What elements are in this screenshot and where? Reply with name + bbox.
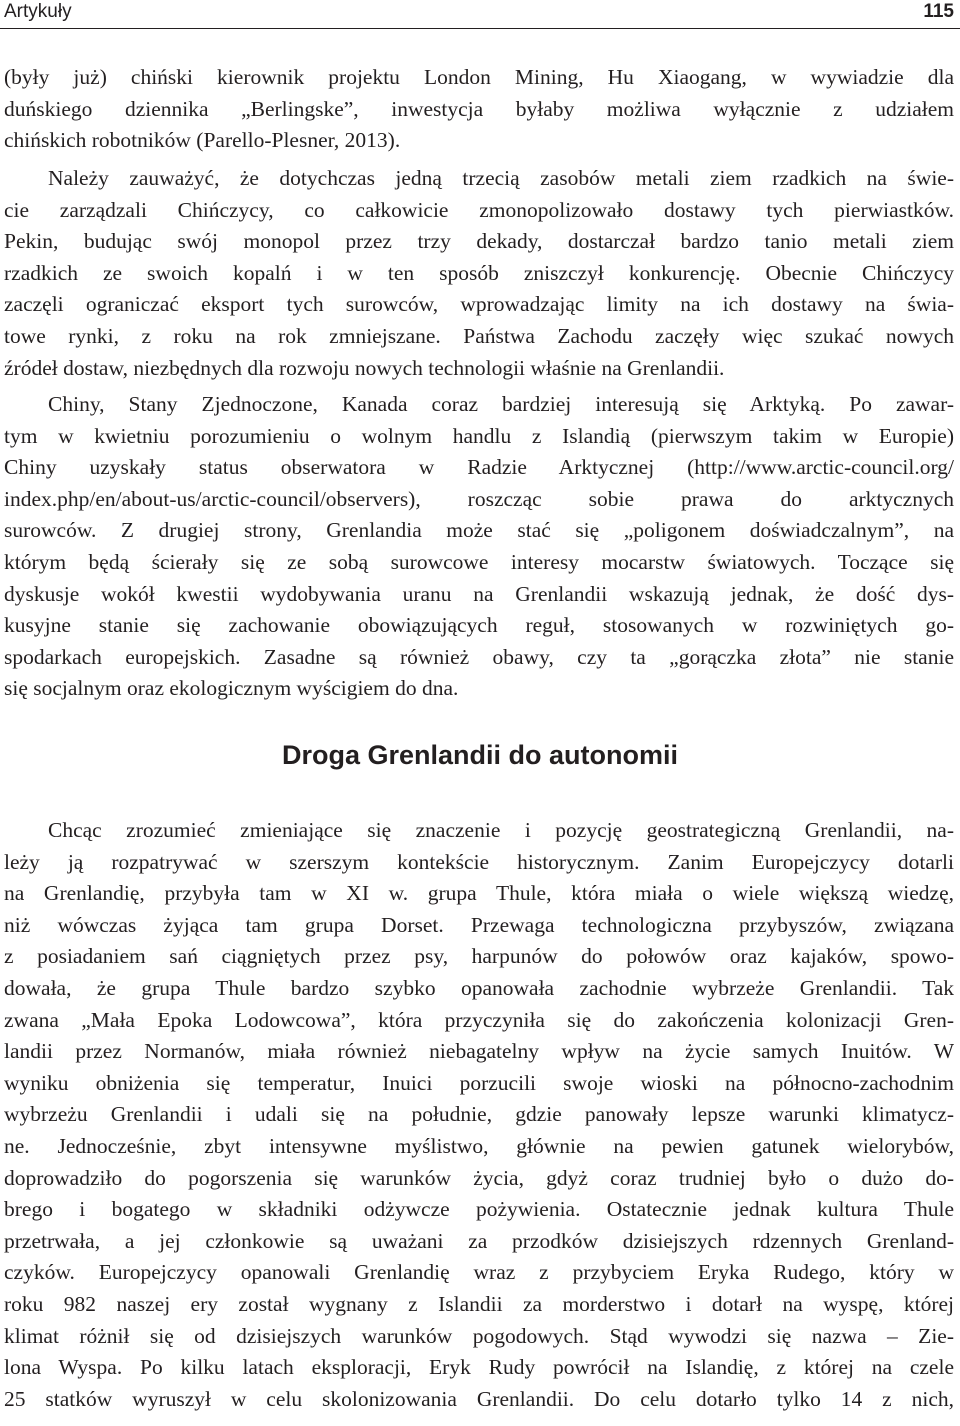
text-line: dowała, że grupa Thule bardzo szybko opanowała zachodnie wybrzeże Grenlandii. Tak: [4, 975, 954, 1000]
text-line: surowców. Z drugiej strony, Grenlandia może stać się „poligonem doświadczalnym”, na: [4, 518, 954, 543]
text-line: index.php/en/about-us/arctic-council/observers), roszcząc sobie prawa do arktycznych: [4, 486, 954, 511]
text-line: duńskiego dziennika „Berlingske”, inwestycja byłaby możliwa wyłącznie z udziałem: [4, 96, 954, 121]
text-line: klimat różnił się od dzisiejszych warunków pogodowych. Stąd wywodzi się nazwa – Zie-: [4, 1323, 954, 1348]
text-line: spodarkach europejskich. Zasadne są również obawy, czy ta „gorączka złota” nie stanie: [4, 644, 954, 669]
text-line: towe rynki, z roku na rok zmniejszane. Państwa Zachodu zaczęły więc szukać nowych: [4, 323, 954, 348]
section-title: Artykuły: [4, 1, 72, 22]
text-line: lona Wyspa. Po kilku latach eksploracji, Eryk Rudy powrócił na Islandię, z której na czele: [4, 1355, 954, 1380]
text-line: na Grenlandię, przybyła tam w XI w. grupa Thule, która miała o wiele większą wiedzę,: [4, 881, 954, 906]
paragraph-arctic-interests: [4, 389, 954, 705]
text-line: wybrzeżu Grenlandii i udali się na południe, gdzie panowały lepsze warunki klimatycz-: [4, 1102, 954, 1127]
text-line: którym będą ścierały się ze sobą surowcowe interesy mocarstw światowych. Toczące się: [4, 549, 954, 574]
text-line: wyniku obniżenia się temperatur, Inuici porzucili swoje wioski na północno-zachodnim: [4, 1070, 954, 1095]
text-line: z posiadaniem sań ciągniętych przez psy, harpunów do połowów oraz kajaków, spowo-: [4, 944, 954, 969]
text-line: Chiny, Stany Zjednoczone, Kanada coraz bardziej interesują się Arktyką. Po zawar-: [48, 392, 954, 416]
text-line: Pekin, budując swój monopol przez trzy dekady, dostarczał bardzo tanio metali ziem: [4, 229, 954, 254]
text-line: brego i bogatego w składniki odżywcze pożywienia. Ostatecznie jednak kultura Thule: [4, 1197, 954, 1222]
text-line: czyków. Europejczycy opanowali Grenlandię wraz z przybyciem Eryka Rudego, który w: [4, 1260, 954, 1285]
text-line: chińskich robotników (Parello-Plesner, 2013).: [4, 128, 401, 153]
paragraph-rare-earths: [4, 163, 954, 384]
text-line: niż wówczas żyjąca tam grupa Dorset. Przewaga technologiczna przybyszów, związana: [4, 912, 954, 937]
text-line: Należy zauważyć, że dotychczas jedną trzecią zasobów metali ziem rzadkich na świe-: [48, 166, 954, 190]
header-rule: [0, 28, 960, 29]
text-line: zwana „Mała Epoka Lodowcowa”, która przyczyniła się do zakończenia kolonizacji Gren-: [4, 1007, 954, 1032]
text-line: (były już) chiński kierownik projektu London Mining, Hu Xiaogang, w wywiadzie dla: [4, 65, 954, 89]
paragraph-continued: [4, 62, 954, 157]
text-line: 25 statków wyruszył w celu skolonizowania Grenlandii. Do celu dotarło tylko 14 z nich,: [4, 1386, 954, 1411]
section-heading: Droga Grenlandii do autonomii: [281, 740, 678, 770]
text-line: landii przez Normanów, miała również niebagatelny wpływ na życie samych Inuitów. W: [4, 1039, 954, 1064]
text-line: rzadkich ze swoich kopalń i w ten sposób zniszczył konkurencję. Obecnie Chińczycy: [4, 260, 954, 285]
text-line: przetrwała, a jej członkowie są uważani za przodków dzisiejszych rdzennych Grenland-: [4, 1228, 954, 1253]
running-header: [0, 0, 960, 26]
text-line: zaczęli ograniczać eksport tych surowców, wprowadzając limity na ich dostawy na świa-: [4, 292, 954, 317]
text-line: Chiny uzyskały status obserwatora w Radzie Arktycznej (http://www.arctic-council.org/: [4, 455, 954, 480]
text-line: leży ją rozpatrywać w szerszym kontekście historycznym. Zanim Europejczycy dotarli: [4, 849, 954, 874]
text-line: źródeł dostaw, niezbędnych dla rozwoju nowych technologii właśnie na Grenlandii.: [4, 355, 725, 380]
text-line: Chcąc zrozumieć zmieniające się znaczenie i pozycję geostrategiczną Grenlandii, na-: [48, 818, 954, 842]
text-line: roku 982 naszej ery został wygnany z Islandii za morderstwo i dotarł na wyspę, której: [4, 1291, 954, 1316]
text-line: tym w kwietniu porozumieniu o wolnym handlu z Islandią (pierwszym takim w Europie): [4, 423, 954, 448]
text-line: dyskusje wokół kwestii wydobywania uranu na Grenlandii wskazują jednak, że dość dys-: [4, 581, 954, 606]
text-line: się socjalnym oraz ekologicznym wyścigiem do dna.: [4, 676, 459, 701]
text-line: kusyjne stanie się zachowanie obowiązujących reguł, stosowanych w rozwiniętych go-: [4, 613, 954, 638]
text-line: cie zarządzali Chińczycy, co całkowicie zmonopolizowało dostawy tych pierwiastków.: [4, 197, 954, 222]
paragraph-history: [4, 815, 954, 1415]
text-line: doprowadziło do pogorszenia się warunków życia, gdyż coraz trudniej było o dużo do-: [4, 1165, 954, 1190]
text-line: ne. Jednocześnie, zbyt intensywne myślistwo, głównie na pewien gatunek wielorybów,: [4, 1133, 954, 1158]
page-number: 115: [923, 1, 954, 22]
